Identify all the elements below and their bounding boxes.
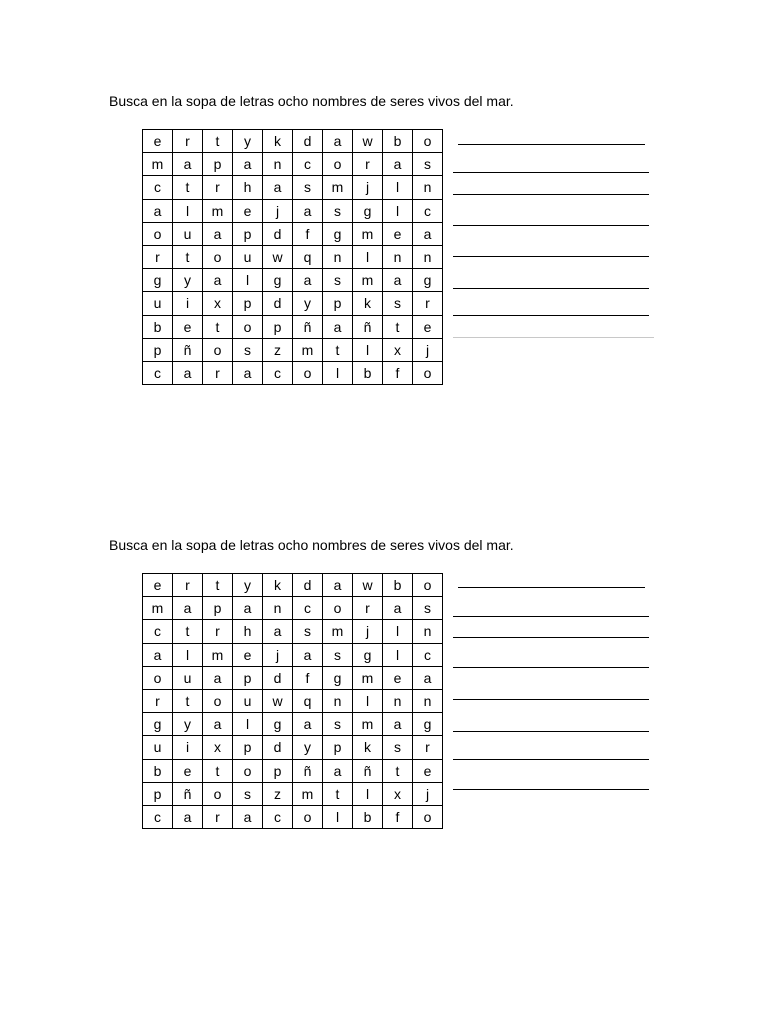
grid-cell: f xyxy=(383,361,413,384)
grid-cell: c xyxy=(293,597,323,620)
grid-cell: e xyxy=(233,643,263,666)
grid-cell: w xyxy=(353,130,383,153)
grid-cell: a xyxy=(173,153,203,176)
grid-cell: s xyxy=(293,176,323,199)
grid-cell: n xyxy=(413,689,443,712)
grid-cell: m xyxy=(353,222,383,245)
grid-cell: y xyxy=(293,736,323,759)
answer-line[interactable] xyxy=(453,172,649,173)
grid-cell: a xyxy=(203,713,233,736)
answer-line[interactable] xyxy=(453,731,649,732)
grid-cell: a xyxy=(143,199,173,222)
instruction-text: Busca en la sopa de letras ocho nombres de seres vivos del mar. xyxy=(109,93,514,109)
grid-cell: a xyxy=(293,199,323,222)
grid-cell: w xyxy=(263,689,293,712)
grid-cell: a xyxy=(173,361,203,384)
grid-cell: s xyxy=(323,269,353,292)
grid-cell: t xyxy=(173,245,203,268)
grid-cell: e xyxy=(173,759,203,782)
grid-cell: g xyxy=(323,666,353,689)
grid-cell: t xyxy=(173,620,203,643)
grid-cell: m xyxy=(143,153,173,176)
grid-cell: r xyxy=(413,292,443,315)
grid-cell: o xyxy=(413,805,443,828)
grid-cell: d xyxy=(263,736,293,759)
grid-cell: g xyxy=(413,713,443,736)
grid-cell: l xyxy=(323,805,353,828)
grid-cell: l xyxy=(353,245,383,268)
grid-cell: g xyxy=(353,199,383,222)
grid-cell: n xyxy=(383,245,413,268)
grid-cell: o xyxy=(413,574,443,597)
grid-cell: n xyxy=(263,597,293,620)
grid-cell: e xyxy=(383,222,413,245)
grid-cell: o xyxy=(293,805,323,828)
grid-cell: l xyxy=(173,643,203,666)
grid-cell: s xyxy=(293,620,323,643)
grid-cell: a xyxy=(173,805,203,828)
grid-row xyxy=(143,176,443,199)
grid-cell: m xyxy=(293,338,323,361)
grid-cell: u xyxy=(173,222,203,245)
answer-line[interactable] xyxy=(453,616,649,617)
grid-cell: t xyxy=(203,130,233,153)
grid-cell: l xyxy=(233,269,263,292)
grid-cell: u xyxy=(143,292,173,315)
grid-cell: s xyxy=(233,338,263,361)
grid-cell: l xyxy=(353,338,383,361)
grid-cell: a xyxy=(263,176,293,199)
grid-row xyxy=(143,805,443,828)
grid-cell: a xyxy=(233,361,263,384)
grid-cell: o xyxy=(233,759,263,782)
grid-cell: a xyxy=(323,574,353,597)
grid-cell: o xyxy=(203,245,233,268)
grid-cell: a xyxy=(383,153,413,176)
grid-cell: j xyxy=(353,620,383,643)
grid-cell: u xyxy=(233,689,263,712)
grid-cell: n xyxy=(413,176,443,199)
grid-cell: b xyxy=(383,574,413,597)
grid-cell: t xyxy=(173,176,203,199)
grid-cell: o xyxy=(203,782,233,805)
grid-cell: a xyxy=(233,805,263,828)
grid-cell: k xyxy=(263,130,293,153)
grid-cell: c xyxy=(293,153,323,176)
grid-cell: a xyxy=(413,666,443,689)
grid-cell: x xyxy=(203,292,233,315)
grid-cell: j xyxy=(263,643,293,666)
grid-cell: o xyxy=(143,666,173,689)
grid-row xyxy=(143,782,443,805)
grid-cell: r xyxy=(143,245,173,268)
grid-cell: y xyxy=(233,130,263,153)
grid-cell: o xyxy=(203,338,233,361)
grid-cell: p xyxy=(203,153,233,176)
grid-cell: g xyxy=(323,222,353,245)
grid-cell: q xyxy=(293,689,323,712)
answer-line[interactable] xyxy=(458,587,645,588)
answer-line[interactable] xyxy=(453,337,654,338)
grid-cell: m xyxy=(323,620,353,643)
grid-cell: n xyxy=(263,153,293,176)
grid-cell: ñ xyxy=(293,315,323,338)
grid-cell: u xyxy=(173,666,203,689)
grid-cell: t xyxy=(173,689,203,712)
grid-cell: m xyxy=(143,597,173,620)
grid-cell: a xyxy=(203,222,233,245)
grid-cell: q xyxy=(293,245,323,268)
grid-row xyxy=(143,338,443,361)
grid-row xyxy=(143,245,443,268)
grid-cell: l xyxy=(383,620,413,643)
answer-line[interactable] xyxy=(453,759,649,760)
grid-cell: a xyxy=(293,713,323,736)
grid-row xyxy=(143,759,443,782)
answer-line[interactable] xyxy=(453,225,649,226)
grid-cell: e xyxy=(173,315,203,338)
grid-cell: a xyxy=(143,643,173,666)
grid-cell: j xyxy=(263,199,293,222)
grid-cell: f xyxy=(383,805,413,828)
grid-cell: z xyxy=(263,338,293,361)
grid-cell: m xyxy=(353,666,383,689)
grid-cell: e xyxy=(413,759,443,782)
grid-cell: r xyxy=(203,805,233,828)
grid-cell: g xyxy=(353,643,383,666)
letter-grid xyxy=(142,573,443,829)
grid-cell: l xyxy=(353,689,383,712)
grid-cell: y xyxy=(173,713,203,736)
grid-cell: t xyxy=(383,315,413,338)
grid-cell: j xyxy=(353,176,383,199)
grid-cell: p xyxy=(233,292,263,315)
grid-row xyxy=(143,689,443,712)
grid-cell: a xyxy=(323,315,353,338)
grid-cell: c xyxy=(263,805,293,828)
grid-cell: o xyxy=(233,315,263,338)
grid-cell: s xyxy=(323,713,353,736)
grid-cell: c xyxy=(143,620,173,643)
grid-cell: b xyxy=(383,130,413,153)
grid-cell: a xyxy=(203,269,233,292)
grid-row xyxy=(143,199,443,222)
grid-cell: l xyxy=(323,361,353,384)
grid-cell: f xyxy=(293,222,323,245)
grid-cell: f xyxy=(293,666,323,689)
grid-cell: g xyxy=(143,269,173,292)
grid-cell: a xyxy=(323,130,353,153)
grid-cell: z xyxy=(263,782,293,805)
answer-line[interactable] xyxy=(453,315,649,316)
grid-cell: t xyxy=(203,315,233,338)
grid-cell: r xyxy=(143,689,173,712)
grid-cell: o xyxy=(323,153,353,176)
grid-cell: ñ xyxy=(293,759,323,782)
grid-cell: w xyxy=(353,574,383,597)
grid-cell: k xyxy=(263,574,293,597)
grid-cell: p xyxy=(233,736,263,759)
grid-cell: x xyxy=(383,782,413,805)
grid-cell: a xyxy=(383,713,413,736)
grid-cell: o xyxy=(203,689,233,712)
grid-cell: b xyxy=(353,805,383,828)
grid-cell: t xyxy=(203,759,233,782)
grid-cell: r xyxy=(173,130,203,153)
grid-cell: p xyxy=(263,315,293,338)
grid-cell: m xyxy=(203,199,233,222)
grid-cell: h xyxy=(233,620,263,643)
grid-cell: n xyxy=(413,620,443,643)
grid-cell: x xyxy=(383,338,413,361)
grid-cell: r xyxy=(203,361,233,384)
grid-cell: b xyxy=(143,759,173,782)
grid-cell: r xyxy=(203,176,233,199)
grid-cell: ñ xyxy=(353,759,383,782)
grid-row xyxy=(143,666,443,689)
grid-row xyxy=(143,574,443,597)
grid-cell: s xyxy=(323,199,353,222)
answer-line[interactable] xyxy=(453,667,649,668)
grid-cell: a xyxy=(233,153,263,176)
grid-cell: a xyxy=(323,759,353,782)
grid-row xyxy=(143,222,443,245)
word-search-section-2 xyxy=(0,537,768,857)
grid-cell: s xyxy=(413,153,443,176)
grid-row xyxy=(143,269,443,292)
grid-row xyxy=(143,736,443,759)
grid-cell: x xyxy=(203,736,233,759)
grid-cell: a xyxy=(293,269,323,292)
grid-cell: p xyxy=(233,666,263,689)
grid-cell: l xyxy=(383,643,413,666)
answer-line[interactable] xyxy=(453,789,649,790)
grid-row xyxy=(143,620,443,643)
grid-cell: a xyxy=(413,222,443,245)
grid-cell: c xyxy=(143,361,173,384)
grid-cell: y xyxy=(173,269,203,292)
grid-cell: a xyxy=(293,643,323,666)
grid-cell: d xyxy=(263,222,293,245)
grid-cell: e xyxy=(413,315,443,338)
grid-cell: r xyxy=(203,620,233,643)
answer-line[interactable] xyxy=(453,256,649,257)
grid-cell: d xyxy=(293,574,323,597)
grid-cell: r xyxy=(173,574,203,597)
answer-line[interactable] xyxy=(453,699,649,700)
grid-cell: b xyxy=(353,361,383,384)
grid-row xyxy=(143,597,443,620)
grid-cell: r xyxy=(353,597,383,620)
grid-cell: g xyxy=(263,713,293,736)
grid-cell: t xyxy=(323,338,353,361)
grid-cell: m xyxy=(353,269,383,292)
grid-cell: l xyxy=(353,782,383,805)
grid-cell: p xyxy=(203,597,233,620)
grid-cell: p xyxy=(323,292,353,315)
grid-cell: a xyxy=(263,620,293,643)
grid-cell: g xyxy=(413,269,443,292)
grid-cell: r xyxy=(413,736,443,759)
grid-cell: e xyxy=(143,130,173,153)
grid-cell: s xyxy=(413,597,443,620)
grid-cell: m xyxy=(293,782,323,805)
grid-cell: p xyxy=(323,736,353,759)
grid-cell: e xyxy=(233,199,263,222)
grid-cell: u xyxy=(143,736,173,759)
grid-cell: i xyxy=(173,292,203,315)
grid-row xyxy=(143,292,443,315)
grid-cell: k xyxy=(353,292,383,315)
grid-cell: g xyxy=(143,713,173,736)
grid-cell: l xyxy=(233,713,263,736)
grid-cell: n xyxy=(323,689,353,712)
grid-cell: a xyxy=(233,597,263,620)
grid-cell: c xyxy=(143,805,173,828)
grid-cell: a xyxy=(383,597,413,620)
answer-line[interactable] xyxy=(453,637,649,638)
grid-cell: n xyxy=(383,689,413,712)
grid-cell: l xyxy=(173,199,203,222)
grid-cell: y xyxy=(293,292,323,315)
grid-cell: d xyxy=(263,292,293,315)
grid-cell: o xyxy=(293,361,323,384)
grid-row xyxy=(143,643,443,666)
grid-row xyxy=(143,361,443,384)
grid-row xyxy=(143,713,443,736)
word-search-section-1 xyxy=(0,93,768,413)
grid-cell: o xyxy=(413,130,443,153)
grid-cell: o xyxy=(143,222,173,245)
grid-cell: ñ xyxy=(173,782,203,805)
answer-line[interactable] xyxy=(453,194,649,195)
grid-cell: b xyxy=(143,315,173,338)
grid-cell: s xyxy=(233,782,263,805)
grid-cell: i xyxy=(173,736,203,759)
grid-cell: ñ xyxy=(173,338,203,361)
grid-cell: k xyxy=(353,736,383,759)
grid-cell: p xyxy=(263,759,293,782)
grid-cell: t xyxy=(203,574,233,597)
answer-line[interactable] xyxy=(458,144,645,145)
grid-row xyxy=(143,315,443,338)
grid-cell: l xyxy=(383,199,413,222)
grid-cell: j xyxy=(413,782,443,805)
grid-cell: ñ xyxy=(353,315,383,338)
grid-row xyxy=(143,130,443,153)
grid-cell: e xyxy=(383,666,413,689)
grid-cell: s xyxy=(323,643,353,666)
grid-cell: a xyxy=(173,597,203,620)
grid-cell: o xyxy=(413,361,443,384)
grid-cell: c xyxy=(413,643,443,666)
grid-cell: d xyxy=(263,666,293,689)
grid-cell: p xyxy=(143,782,173,805)
grid-cell: y xyxy=(233,574,263,597)
grid-cell: s xyxy=(383,736,413,759)
grid-cell: c xyxy=(413,199,443,222)
grid-cell: a xyxy=(203,666,233,689)
grid-cell: n xyxy=(323,245,353,268)
grid-cell: d xyxy=(293,130,323,153)
answer-line[interactable] xyxy=(453,288,649,289)
grid-cell: m xyxy=(353,713,383,736)
grid-cell: a xyxy=(383,269,413,292)
grid-cell: p xyxy=(233,222,263,245)
grid-cell: h xyxy=(233,176,263,199)
grid-cell: c xyxy=(143,176,173,199)
letter-grid xyxy=(142,129,443,385)
grid-cell: l xyxy=(383,176,413,199)
grid-cell: t xyxy=(323,782,353,805)
grid-row xyxy=(143,153,443,176)
grid-cell: m xyxy=(203,643,233,666)
grid-cell: s xyxy=(383,292,413,315)
grid-cell: e xyxy=(143,574,173,597)
grid-cell: j xyxy=(413,338,443,361)
grid-cell: o xyxy=(323,597,353,620)
grid-cell: u xyxy=(233,245,263,268)
grid-cell: n xyxy=(413,245,443,268)
grid-cell: c xyxy=(263,361,293,384)
grid-cell: m xyxy=(323,176,353,199)
grid-cell: t xyxy=(383,759,413,782)
instruction-text: Busca en la sopa de letras ocho nombres de seres vivos del mar. xyxy=(109,537,514,553)
grid-cell: r xyxy=(353,153,383,176)
grid-cell: g xyxy=(263,269,293,292)
grid-cell: p xyxy=(143,338,173,361)
grid-cell: w xyxy=(263,245,293,268)
